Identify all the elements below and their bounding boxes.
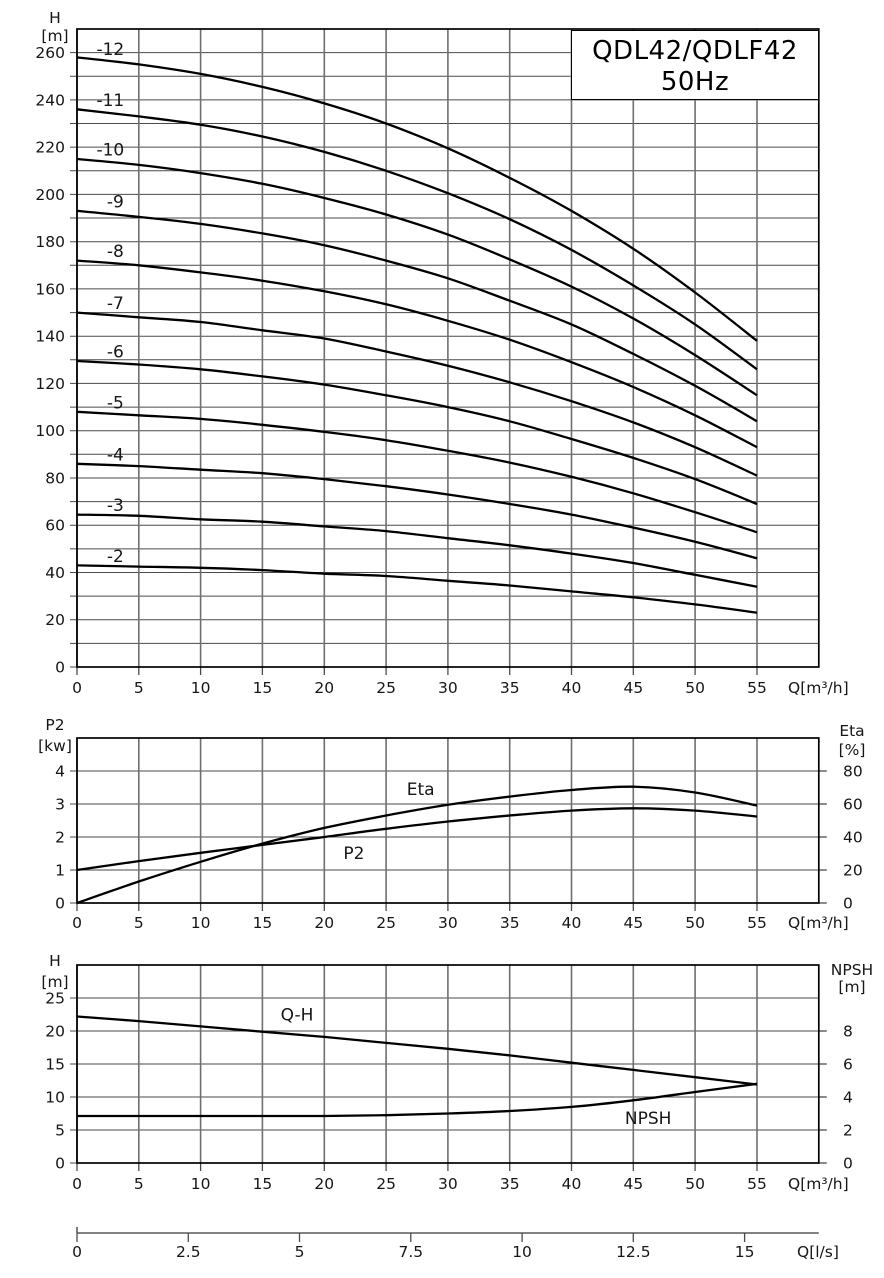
y-tick-label: 10	[45, 1088, 65, 1107]
y-tick-label: 0	[55, 658, 65, 677]
curve-label--9: -9	[106, 192, 124, 213]
right-tick-label: 20	[843, 861, 863, 880]
y-tick-label: 5	[55, 1121, 65, 1140]
curve-p2	[77, 808, 757, 870]
chart-subtitle: 50Hz	[660, 67, 730, 97]
x-axis-unit-label: Q[m³/h]	[788, 914, 849, 932]
lps-tick-label: 5	[294, 1243, 305, 1261]
y-tick-label: 60	[45, 516, 65, 535]
right-tick-label: 8	[843, 1022, 853, 1041]
y-tick-label: 3	[55, 795, 65, 814]
x-tick-label: 15	[252, 1175, 273, 1193]
x-tick-label: 5	[133, 1175, 144, 1193]
curve--9	[77, 211, 757, 421]
x-tick-label: 20	[314, 1175, 335, 1193]
y-tick-label: 100	[35, 422, 65, 441]
right-tick-label: 6	[843, 1055, 853, 1074]
curve-label--4: -4	[106, 445, 124, 466]
curve--6	[77, 361, 757, 504]
curve-label--6: -6	[106, 342, 124, 363]
curve-label--7: -7	[106, 294, 124, 315]
curve-label--2: -2	[106, 546, 124, 567]
lps-axis-unit-label: Q[l/s]	[797, 1243, 839, 1261]
x-tick-label: 45	[623, 1175, 644, 1193]
x-tick-label: 30	[438, 914, 458, 932]
x-axis-unit-label: Q[m³/h]	[788, 1175, 849, 1193]
curve-label--12: -12	[96, 40, 125, 61]
x-tick-label: 0	[72, 1175, 82, 1193]
lps-tick-label: 12.5	[616, 1243, 651, 1261]
x-tick-label: 40	[561, 1175, 582, 1193]
x-tick-label: 10	[190, 679, 211, 697]
x-tick-label: 10	[190, 1175, 211, 1193]
y-tick-label: 25	[45, 989, 65, 1008]
x-tick-label: 35	[499, 914, 520, 932]
y-tick-label: 0	[55, 894, 65, 913]
x-tick-label: 50	[685, 914, 706, 932]
y-tick-label: 1	[55, 861, 65, 880]
y-tick-label: 40	[45, 563, 65, 582]
y-tick-label: 160	[35, 280, 65, 299]
x-tick-label: 10	[190, 914, 211, 932]
curve-label-eta: Eta	[406, 780, 435, 801]
curve-label--5: -5	[106, 393, 124, 414]
y-tick-label: 200	[35, 185, 65, 204]
right-tick-label: 60	[843, 795, 863, 814]
right-tick-label: 4	[843, 1088, 853, 1107]
x-tick-label: 20	[314, 679, 335, 697]
x-tick-label: 35	[499, 679, 520, 697]
y-tick-label: 120	[35, 374, 65, 393]
curve-label--11: -11	[96, 90, 125, 111]
right-axis-title: NPSH	[830, 961, 874, 979]
y-tick-label: 20	[45, 611, 65, 630]
curve-label-q-h: Q-H	[280, 1005, 314, 1026]
x-tick-label: 35	[499, 1175, 520, 1193]
y-tick-label: 4	[55, 762, 65, 781]
y-axis-title: P2	[45, 716, 65, 734]
x-tick-label: 30	[438, 679, 458, 697]
x-tick-label: 45	[623, 679, 644, 697]
x-tick-label: 0	[72, 679, 82, 697]
right-tick-label: 40	[843, 828, 863, 847]
x-tick-label: 30	[438, 1175, 458, 1193]
x-tick-label: 40	[561, 679, 582, 697]
x-tick-label: 15	[252, 679, 273, 697]
x-axis-unit-label: Q[m³/h]	[788, 679, 849, 697]
x-tick-label: 45	[623, 914, 644, 932]
y-tick-label: 15	[45, 1055, 65, 1074]
curve-label--8: -8	[106, 242, 124, 263]
chart-title: QDL42/QDLF42	[592, 36, 798, 66]
y-axis-title: H	[49, 952, 61, 970]
curve-label-p2: P2	[343, 843, 365, 864]
lps-tick-label: 0	[72, 1243, 82, 1261]
right-axis-title: [%]	[838, 741, 866, 759]
curve-label--3: -3	[106, 496, 124, 517]
x-tick-label: 25	[376, 679, 396, 697]
lps-tick-label: 10	[512, 1243, 532, 1261]
x-tick-label: 0	[72, 914, 82, 932]
y-tick-label: 20	[45, 1022, 65, 1041]
curve--7	[77, 313, 757, 476]
y-tick-label: 260	[35, 44, 65, 63]
lps-tick-label: 15	[734, 1243, 755, 1261]
lps-tick-label: 7.5	[398, 1243, 424, 1261]
x-tick-label: 55	[747, 914, 767, 932]
right-tick-label: 0	[843, 894, 853, 913]
x-tick-label: 50	[685, 1175, 706, 1193]
y-tick-label: 180	[35, 233, 65, 252]
y-axis-title: H	[49, 9, 61, 27]
chart-title-box	[571, 30, 819, 100]
right-axis-title: [m]	[838, 978, 866, 996]
x-tick-label: 25	[376, 1175, 396, 1193]
x-tick-label: 5	[133, 679, 144, 697]
right-tick-label: 80	[843, 762, 863, 781]
y-tick-label: 220	[35, 138, 65, 157]
x-tick-label: 5	[133, 914, 144, 932]
y-axis-title: [m]	[41, 27, 69, 45]
x-tick-label: 40	[561, 914, 582, 932]
lps-tick-label: 2.5	[175, 1243, 201, 1261]
y-axis-title: [m]	[41, 973, 69, 991]
y-tick-label: 2	[55, 828, 65, 847]
curve-label--10: -10	[96, 140, 125, 161]
y-tick-label: 80	[45, 469, 65, 488]
x-tick-label: 55	[747, 679, 767, 697]
curve-label-npsh: NPSH	[624, 1109, 672, 1130]
right-tick-label: 0	[843, 1154, 853, 1173]
curve-q-h	[77, 1017, 757, 1085]
right-axis-title: Eta	[839, 722, 865, 740]
y-tick-label: 240	[35, 91, 65, 110]
y-axis-title: [kw]	[38, 737, 72, 755]
y-tick-label: 0	[55, 1154, 65, 1173]
right-tick-label: 2	[843, 1121, 853, 1140]
y-tick-label: 140	[35, 327, 65, 346]
x-tick-label: 20	[314, 914, 335, 932]
x-tick-label: 55	[747, 1175, 767, 1193]
x-tick-label: 15	[252, 914, 273, 932]
x-tick-label: 50	[685, 679, 706, 697]
x-tick-label: 25	[376, 914, 396, 932]
